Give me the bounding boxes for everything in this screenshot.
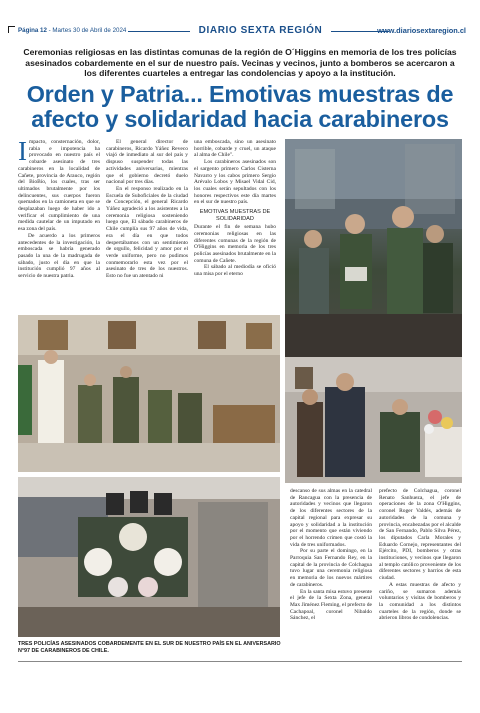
photo-memorial-visit bbox=[285, 357, 462, 483]
photo-caption: TRES POLICÍAS ASESINADOS COBARDEMENTE EN EL SUR DE NUESTRO PAÍS EN EL ANIVERSARIO N°97 DE CARABINEROS DE CHILE. bbox=[18, 641, 281, 654]
text-column-3 bbox=[194, 139, 276, 278]
text-column-1 bbox=[18, 136, 100, 280]
paragraph: descanso de sus almas en la catedral de Rancagua con la presencia de autoridades y vecinos que llegaron de los diferentes sectores de la capital regional para expresar su apoyo y solidaridad a la institución por el momento que están viviendo por el horrendo crimen que costó la vida de tres uniformados. bbox=[290, 488, 372, 548]
article-headline bbox=[14, 82, 466, 132]
photo-church-mass bbox=[18, 315, 280, 472]
header-rule-left bbox=[128, 31, 190, 32]
paragraph: El general director de carabineros, Ricardo Yáñez Reveco viajó de inmediato al sur del país y dispuso suspender todas las actividades aniversarias, mientras que el gobierno decretó duelo nacional por tres días. bbox=[106, 139, 188, 186]
paragraph: De acuerdo a los primeros antecedentes de la investigación, la emboscada se habría generado pasado la una de la madrugada de sábado, justo el día en que la institución cumplió 97 años al servicio de nuestra patria. bbox=[18, 232, 100, 280]
page-date: - Martes 30 de Abril de 2024 bbox=[46, 27, 127, 34]
photo-church-mass-image bbox=[18, 315, 280, 472]
photo-memorial-visit-image bbox=[285, 357, 462, 483]
text-column-5 bbox=[379, 488, 461, 622]
page-folio bbox=[18, 27, 126, 34]
crop-mark bbox=[8, 26, 15, 33]
paragraph: En el responso realizado en la Escuela de Suboficiales de la ciudad de Concepción, el general Ricardo Yáñez agradeció a los asistentes a la ceremonia religiosa sosteniendo luego que, El sábado carabineros de Chile cumplía sus 97 años de vida, era el día en que todos despertábamos con un sentimiento de orgullo, felicidad y amor por el verde uniforme, pero no pudimos conmemorarlo esta vez por el asesinato de tres de los nuestros. Esto no fue un atentado ni bbox=[106, 185, 188, 280]
masthead: DIARIO SEXTA REGIÓN bbox=[198, 25, 323, 36]
paragraph: prefecto de Colchagua, coronel Renato Sanhueza, el jefe de operaciones de la zona O'Higgins, coronel Roger Valdés, además de autoridades de la comuna y provincia, encabezadas por el alcalde de San Fernando, Pablo Silva Pérez, los diputados Carla Morales y Eduardo Cornejo, representantes del Ejército, PDI, bomberos y otras instituciones, y vecinos que llegaron al templo católico proveniente de los diferentes sectores y barrios de esta ciudad. bbox=[379, 488, 461, 582]
page-number: Página 12 bbox=[18, 27, 47, 34]
page-header bbox=[18, 26, 466, 40]
paragraph: Durante el fin de semana hubo ceremonias religiosas en las diferentes comunas de la región de O'Higgins en memoria de los tres policías asesinados brutalmente en la comuna de Cañete. bbox=[194, 224, 276, 264]
headline-line-1: Orden y Patria... Emotivas muestras de bbox=[26, 81, 454, 107]
paragraph: El sábado al mediodía se ofició una misa por el eterno bbox=[194, 264, 276, 278]
site-url-link[interactable]: www.diariosextaregion.cl bbox=[377, 26, 466, 35]
paragraph: Los carabineros asesinados son el sargento primero Carlos Cisterna Navarro y los cabos primero Sergio Arévalo Lobos y Misael Vidal Cid, los cuales serán sepultados con los honores respectivos este día martes en el sur de nuestro país. bbox=[194, 159, 276, 206]
photo-ceremony-officers-image bbox=[285, 139, 462, 357]
photo-ceremony-officers bbox=[285, 139, 462, 357]
paragraph: Impacto, consternación, dolor, rabia e impotencia ha provocado en nuestro país el cobarde asesinato de tres carabineros en la localidad de Cañete, provincia de Arauco, región del BioBío, los cuales, tras ser ultimados brutalmente por los delincuentes, sus cuerpos fueron quemados en la camioneta en que se desplazaban luego de haber ido a verificar el cumplimiento de una medida cautelar de un imputado en esa zona del país. bbox=[18, 136, 100, 233]
article-deck: Ceremonias religiosas en las distintas comunas de la región de O´Higgins en memoria de los tres policías asesinados cobardemente en el sur de nuestro país. Vecinas y vecinos, junto a bomberos se acercaron a los diferentes cuarteles a entregar las condolencias y apoyo a la institución. bbox=[23, 47, 457, 79]
paragraph: A estas muestras de afecto y cariño, se sumaron además voluntarios y visitas de bomberos y la comunidad a los distintos cuarteles de la región, donde se abrieron libros de condolencias. bbox=[379, 581, 461, 622]
drop-cap: I bbox=[18, 136, 27, 166]
headline-line-2: afecto y solidaridad hacia carabineros bbox=[31, 106, 449, 132]
text-column-4 bbox=[290, 488, 372, 622]
paragraph: En la santa misa estuvo presente el jefe de la Sexta Zona, general Max Jiménez Fleming, el prefecto de Cachapoal, coronel Nibaldo Sánchez, el bbox=[290, 588, 372, 622]
section-subhead: EMOTIVAS MUESTRAS DE SOLIDARIDAD bbox=[199, 209, 271, 222]
paragraph: Por su parte el domingo, en la Parroquia San Fernando Rey, en la capital de la provincia de Colchagua tuvo lugar una ceremonia religiosa en memoria de los nuevos mártires de carabineros. bbox=[290, 548, 372, 588]
photo-memorial-portraits-image bbox=[18, 477, 280, 637]
text-column-2 bbox=[106, 139, 188, 280]
bottom-rule bbox=[18, 661, 462, 662]
paragraph: una emboscada, sino un asesinato horrible, cobarde y cruel, un ataque al alma de Chile". bbox=[194, 139, 276, 159]
photo-memorial-portraits bbox=[18, 477, 280, 637]
